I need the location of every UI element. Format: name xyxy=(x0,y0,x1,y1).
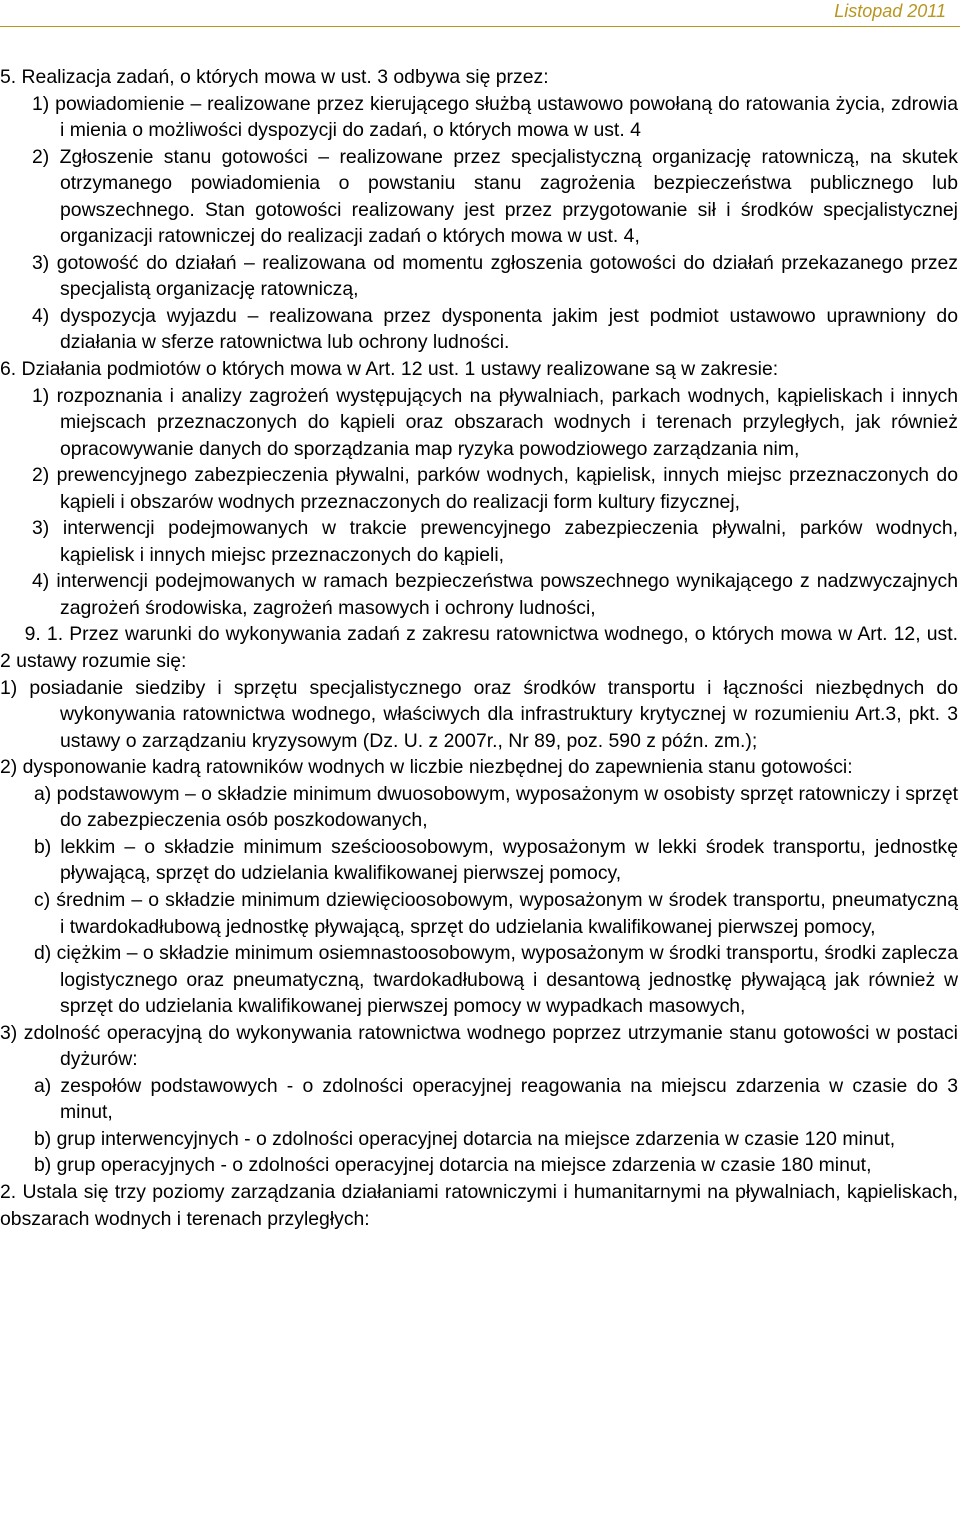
section-5-item-3: 3) gotowość do działań – realizowana od momentu zgłoszenia gotowości do działań przekazanego przez specjalistą organizację ratowniczą, xyxy=(32,251,958,301)
section-9-item-2a: a) podstawowym – o składzie minimum dwuosobowym, wyposażonym w osobisty sprzęt ratowniczy i sprzęt do zabezpieczenia osób poszkodowanych, xyxy=(34,782,958,832)
section-6-item-1: 1) rozpoznania i analizy zagrożeń występujących na pływalniach, parkach wodnych, kąpieliskach i innych miejscach przeznaczonych do kąpieli oraz obszarach wodnych i terenach przyległych, jak również opracowywanie danych do sporządzania map ryzyka powodziowego zarządzania nim, xyxy=(32,384,958,460)
section-9-item-3c: b) grup operacyjnych - o zdolności operacyjnej dotarcia na miejsce zdarzenia w czasie 180 minut, xyxy=(34,1154,872,1177)
section-9-item-2: 2) dysponowanie kadrą ratowników wodnych w liczbie niezbędnej do zapewnienia stanu gotowości: xyxy=(0,756,853,779)
section-6-intro: 6. Działania podmiotów o których mowa w Art. 12 ust. 1 ustawy realizowane są w zakresie: xyxy=(0,358,779,381)
section-9-intro: 9. 1. Przez warunki do wykonywania zadań z zakresu ratownictwa wodnego, o których mowa w Art. 12, ust. 2 ustawy rozumie się: xyxy=(0,623,958,673)
document-body xyxy=(0,64,958,1232)
header-rule xyxy=(0,26,960,27)
section-9-item-2b: b) lekkim – o składzie minimum sześcioosobowym, wyposażonym w lekki środek transportu, jednostkę pływającą, sprzęt do udzielania kwalifikowanej pierwszej pomocy, xyxy=(34,835,958,885)
section-9-item-3: 3) zdolność operacyjną do wykonywania ratownictwa wodnego poprzez utrzymanie stanu gotowości w postaci dyżurów: xyxy=(0,1021,958,1071)
section-5-item-4: 4) dyspozycja wyjazdu – realizowana przez dysponenta jakim jest podmiot ustawowo uprawniony do działania w sferze ratownictwa lub ochrony ludności. xyxy=(32,304,958,354)
section-9-item-3a: a) zespołów podstawowych - o zdolności operacyjnej reagowania na miejscu zdarzenia w czasie do 3 minut, xyxy=(34,1074,958,1124)
section-6-item-3: 3) interwencji podejmowanych w trakcie prewencyjnego zabezpieczenia pływalni, parków wodnych, kąpielisk i innych miejsc przeznaczonych do kąpieli, xyxy=(32,517,958,566)
section-9-item-3b: b) grup interwencyjnych - o zdolności operacyjnej dotarcia na miejsce zdarzenia w czasie 120 minut, xyxy=(34,1127,896,1150)
section-9-item-2d: d) ciężkim – o składzie minimum osiemnastoosobowym, wyposażonym w środki transportu, środki zaplecza logistycznego oraz pneumatyczną, twardokadłubową i desantową jednostkę pływającą jak również w sprzęt do udzielania kwalifikowanej pierwszej pomocy w wypadkach masowych, xyxy=(34,942,958,1018)
header-date: Listopad 2011 xyxy=(834,1,946,21)
section-5-intro: 5. Realizacja zadań, o których mowa w ust. 3 odbywa się przez: xyxy=(0,66,549,88)
section-6-item-4: 4) interwencji podejmowanych w ramach bezpieczeństwa powszechnego wynikającego z nadzwyczajnych zagrożeń środowiska, zagrożeń masowych i ochrony ludności, xyxy=(32,570,958,619)
section-6-item-2: 2) prewencyjnego zabezpieczenia pływalni, parków wodnych, kąpielisk, innych miejsc przeznaczonych do kąpieli i obszarów wodnych przeznaczonych do realizacji form kultury fizycznej, xyxy=(32,464,958,513)
section-9-item-2c: c) średnim – o składzie minimum dziewięcioosobowym, wyposażonym w środek transportu, pneumatyczną i twardokadłubową jednostkę pływającą, sprzęt do udzielania kwalifikowanej pierwszej pomocy, xyxy=(34,888,958,938)
section-5-item-1: 1) powiadomienie – realizowane przez kierującego służbą ustawowo powołaną do ratowania życia, zdrowia i mienia o możliwości dyspozycji do zadań, o których mowa w ust. 4 xyxy=(32,92,958,142)
section-9-point-2: 2. Ustala się trzy poziomy zarządzania działaniami ratowniczymi i humanitarnymi na pływalniach, kąpieliskach, obszarach wodnych i terenach przyległych: xyxy=(0,1180,958,1230)
section-5-item-2: 2) Zgłoszenie stanu gotowości – realizowane przez specjalistyczną organizację ratowniczą, na skutek otrzymanego powiadomienia o powstaniu stanu zagrożenia bezpieczeństwa publicznego lub powszechnego. Stan gotowości realizowany jest przez przygotowanie sił i środków specjalistycznej organizacji ratowniczej do realizacji zadań o których mowa w ust. 4, xyxy=(32,145,958,248)
section-9-item-1: 1) posiadanie siedziby i sprzętu specjalistycznego oraz środków transportu i łączności niezbędnych do wykonywania ratownictwa wodnego, właściwych dla infrastruktury krytycznej w rozumieniu Art.3, pkt. 3 ustawy o zarządzaniu kryzysowym (Dz. U. z 2007r., Nr 89, poz. 590 z późn. zm.); xyxy=(0,676,958,752)
page-header xyxy=(0,0,960,27)
